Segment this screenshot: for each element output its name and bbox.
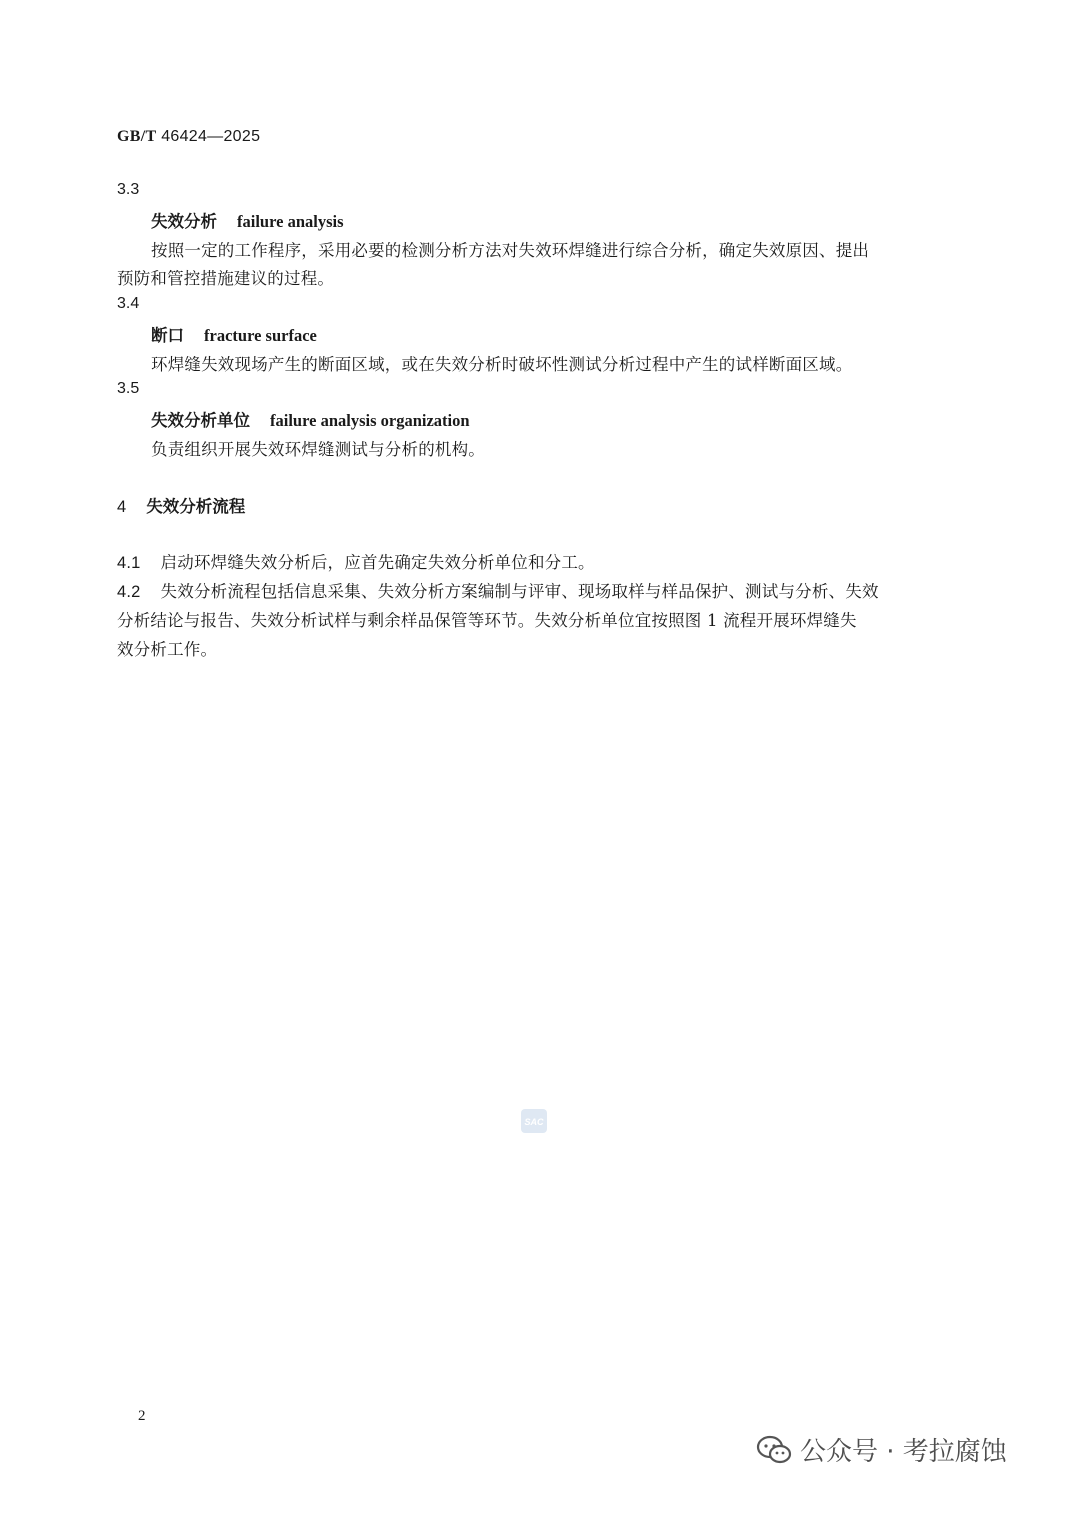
term-english: failure analysis organization xyxy=(270,411,470,430)
term-number: 3.3 xyxy=(117,181,140,198)
term-english: fracture surface xyxy=(204,326,317,345)
wechat-icon xyxy=(756,1435,792,1465)
clause-text: 启动环焊缝失效分析后，应首先确定失效分析单位和分工。 xyxy=(160,553,595,572)
chapter-heading xyxy=(117,493,245,517)
term-english: failure analysis xyxy=(237,212,344,231)
term-definition-cont: 预防和管控措施建议的过程。 xyxy=(117,269,335,288)
term-chinese: 失效分析单位 xyxy=(151,411,250,430)
clause-4-2-cont: 分析结论与报告、失效分析试样与剩余样品保管等环节。失效分析单位宜按照图 1 流程开展环焊缝失 xyxy=(117,611,857,630)
document-header xyxy=(117,128,260,146)
clause-4-2-cont: 效分析工作。 xyxy=(117,640,218,659)
term-number: 3.5 xyxy=(117,380,140,397)
term-heading xyxy=(151,407,470,431)
term-definition: 按照一定的工作程序，采用必要的检测分析方法对失效环焊缝进行综合分析，确定失效原因、提出 xyxy=(151,241,870,260)
standard-number: 46424—2025 xyxy=(161,128,261,145)
sac-logo xyxy=(520,1108,548,1134)
term-definition: 环焊缝失效现场产生的断面区域，或在失效分析时破坏性测试分析过程中产生的试样断面区域。 xyxy=(151,355,853,374)
term-chinese: 断口 xyxy=(151,326,184,345)
standard-code: GB/T xyxy=(117,128,157,145)
term-number: 3.4 xyxy=(117,295,140,312)
clause-number: 4.2 xyxy=(117,583,141,601)
clause-text: 失效分析流程包括信息采集、失效分析方案编制与评审、现场取样与样品保护、测试与分析、失效 xyxy=(160,582,879,601)
term-heading xyxy=(151,322,317,346)
clause-4-2 xyxy=(117,578,879,602)
clause-number: 4.1 xyxy=(117,554,141,572)
term-chinese: 失效分析 xyxy=(151,212,217,231)
clause-4-1 xyxy=(117,549,595,573)
chapter-number: 4 xyxy=(117,498,127,516)
page-number: 2 xyxy=(138,1408,146,1424)
term-heading xyxy=(151,208,344,232)
term-definition: 负责组织开展失效环焊缝测试与分析的机构。 xyxy=(151,440,485,459)
footer-text: 公众号 · 考拉腐蚀 xyxy=(800,1437,1007,1467)
wechat-footer xyxy=(756,1431,1007,1468)
chapter-title: 失效分析流程 xyxy=(146,497,246,516)
svg-text:SAC: SAC xyxy=(524,1117,544,1127)
